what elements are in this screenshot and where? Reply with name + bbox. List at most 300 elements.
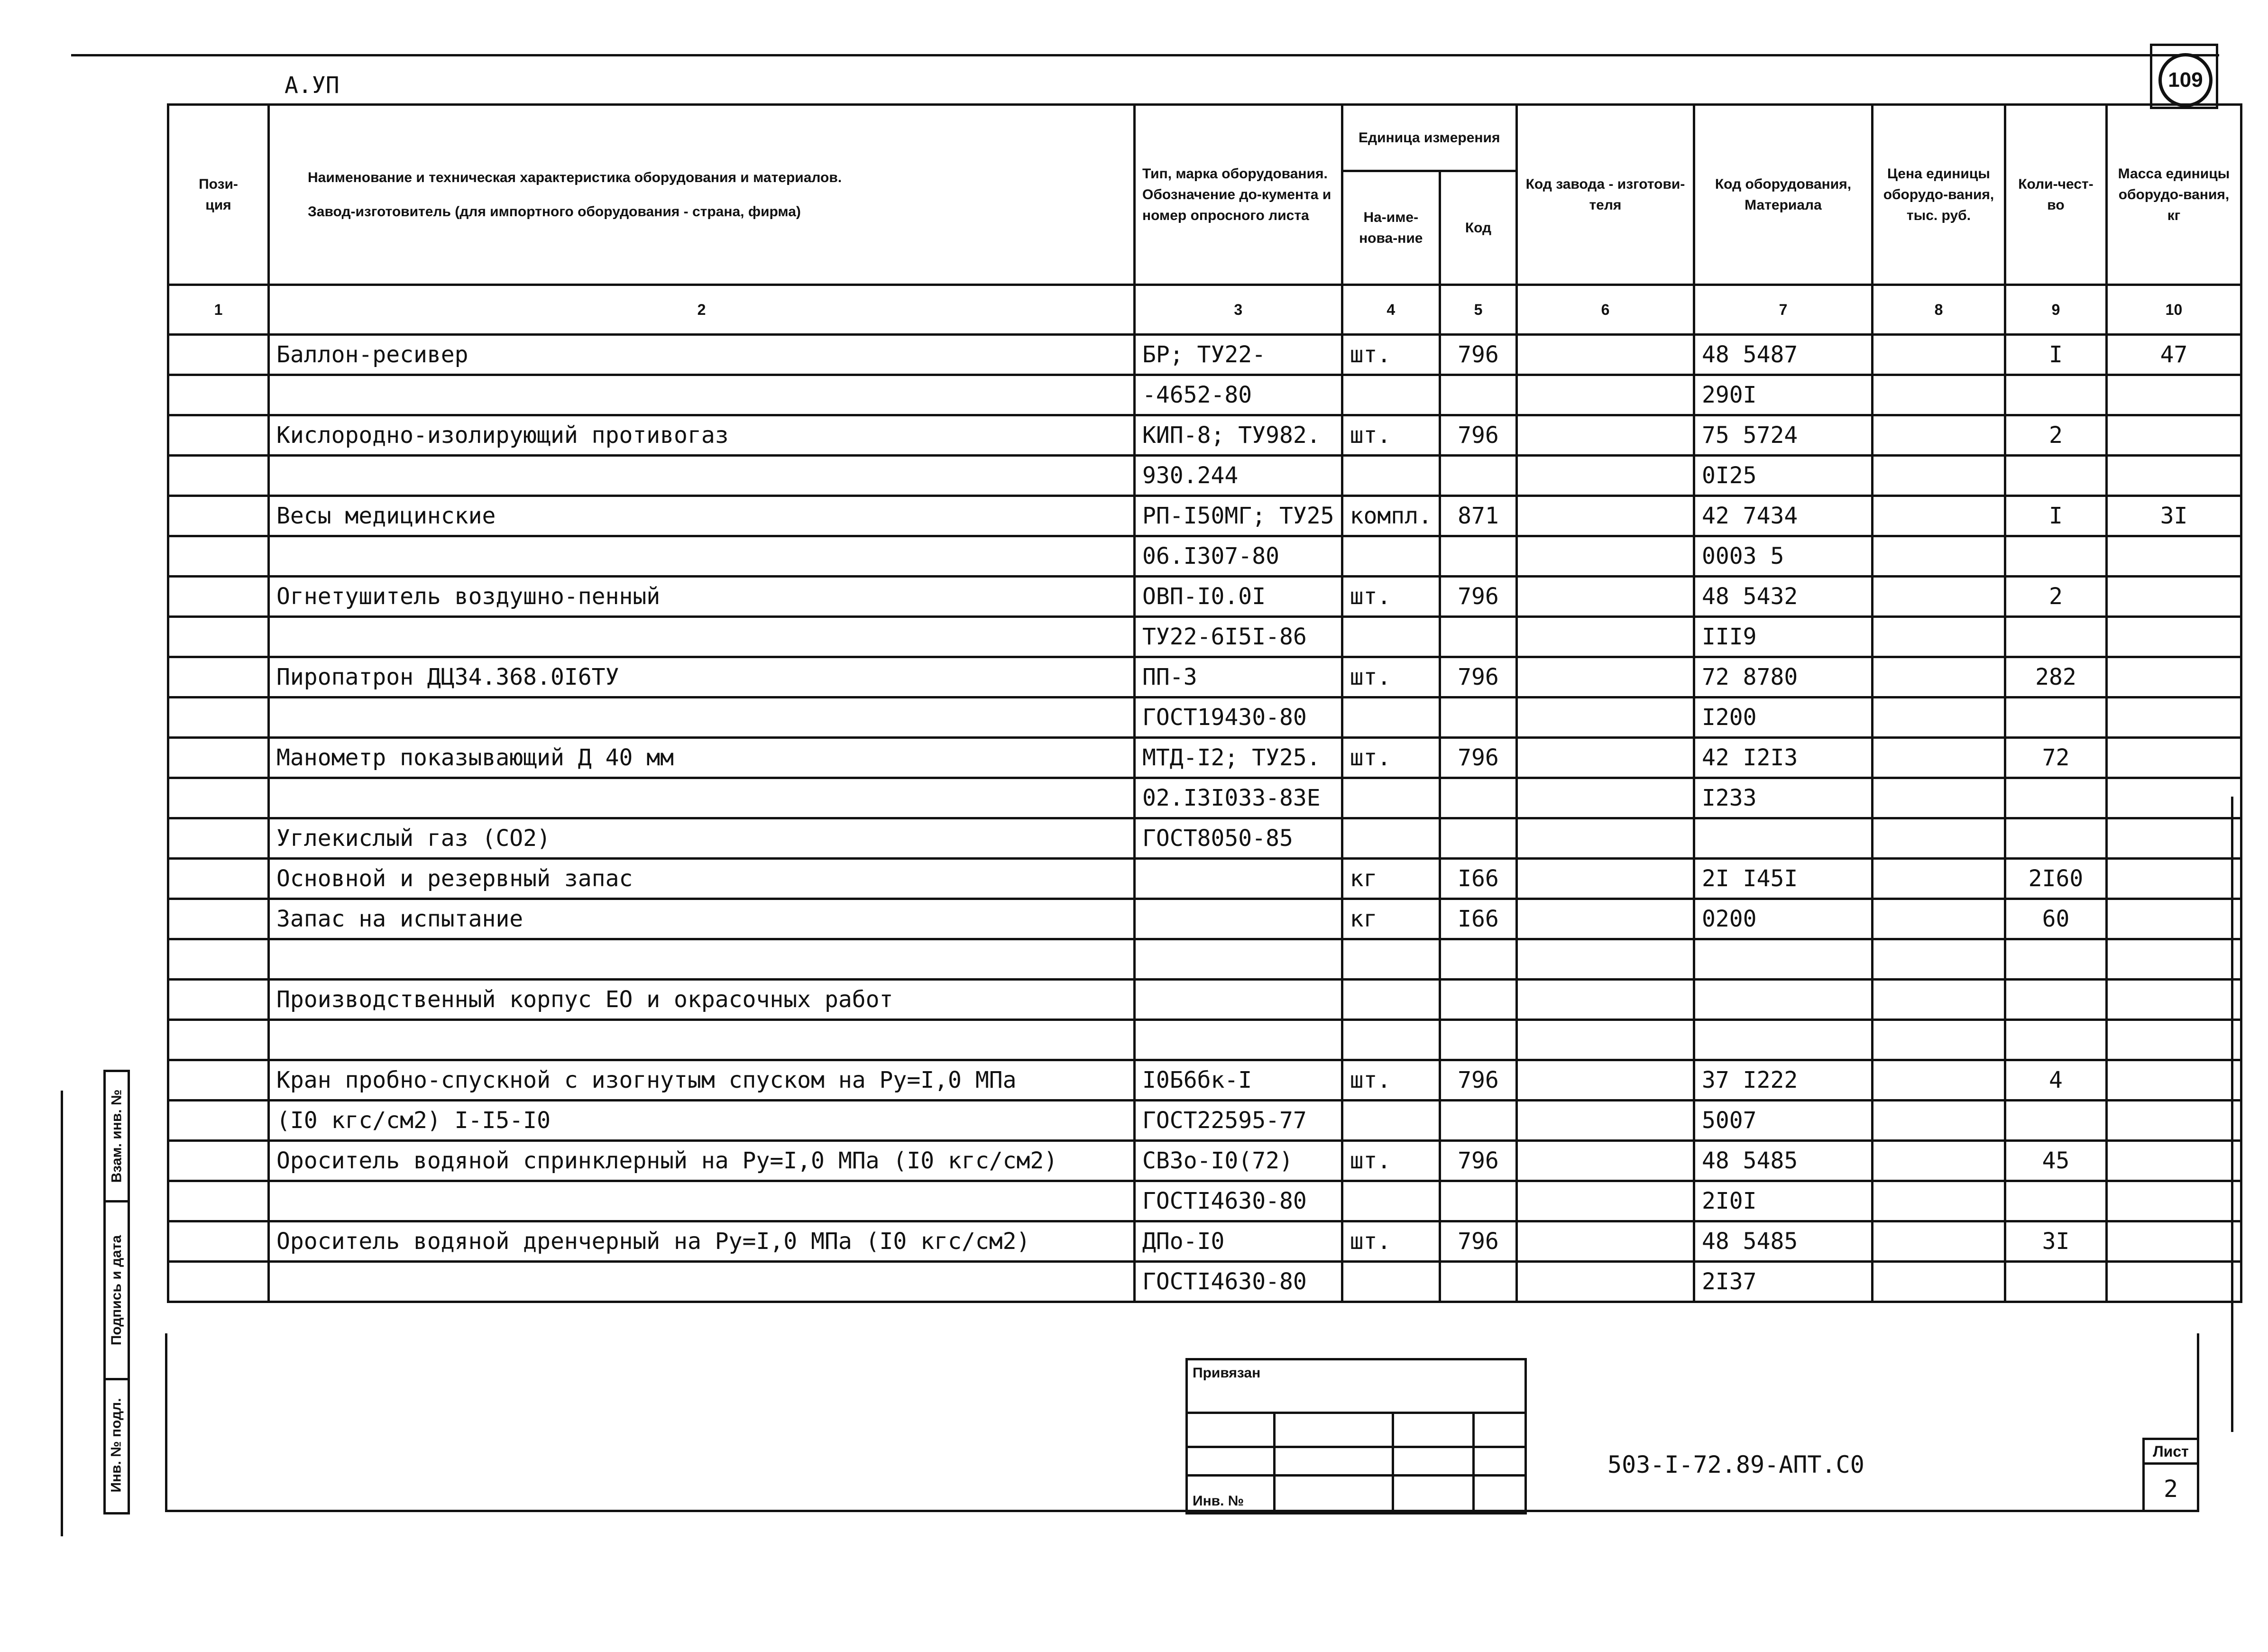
table-row: [168, 939, 2241, 980]
row-name: Огнетушитель воздушно-пенный: [269, 577, 1135, 617]
table-row: [168, 1181, 2241, 1221]
row-position: [168, 1020, 269, 1060]
stamp-box: [1185, 1358, 1527, 1514]
row-equipment-code: 75 5724: [1694, 415, 1872, 456]
row-type: [1135, 1020, 1342, 1060]
row-factory-code: [1516, 577, 1694, 617]
row-equipment-code: 2I37: [1694, 1262, 1872, 1302]
row-price: [1872, 698, 2005, 738]
row-price: [1872, 496, 2005, 536]
side-podpis-label: Подпись и дата: [109, 1235, 125, 1346]
row-position: [168, 496, 269, 536]
row-factory-code: [1516, 899, 1694, 939]
row-factory-code: [1516, 738, 1694, 778]
row-unit-code: [1440, 778, 1516, 818]
row-type: [1135, 939, 1342, 980]
row-quantity: 2: [2005, 577, 2106, 617]
row-unit-code: 796: [1440, 577, 1516, 617]
table-row: [168, 657, 2241, 698]
row-position: [168, 859, 269, 899]
row-equipment-code: 0200: [1694, 899, 1872, 939]
row-position: [168, 1101, 269, 1141]
row-equipment-code: 42 7434: [1694, 496, 1872, 536]
row-price: [1872, 738, 2005, 778]
header-factory-code: Код завода - изготови-теля: [1516, 105, 1694, 285]
row-quantity: I: [2005, 335, 2106, 375]
row-unit-name: шт.: [1342, 657, 1440, 698]
row-mass: [2106, 657, 2241, 698]
row-type: РП-I50МГ; ТУ25: [1135, 496, 1342, 536]
row-type: 06.I307-80: [1135, 536, 1342, 577]
row-position: [168, 335, 269, 375]
header-position: Пози- ция: [168, 105, 269, 285]
row-factory-code: [1516, 1101, 1694, 1141]
row-name: [269, 1181, 1135, 1221]
row-mass: [2106, 1060, 2241, 1101]
row-equipment-code: 72 8780: [1694, 657, 1872, 698]
row-type: ПП-3: [1135, 657, 1342, 698]
row-unit-code: [1440, 375, 1516, 415]
row-position: [168, 375, 269, 415]
row-unit-name: шт.: [1342, 1060, 1440, 1101]
row-quantity: [2005, 698, 2106, 738]
row-price: [1872, 415, 2005, 456]
row-unit-name: шт.: [1342, 577, 1440, 617]
row-quantity: [2005, 536, 2106, 577]
row-quantity: 4: [2005, 1060, 2106, 1101]
row-type: ДПо-I0: [1135, 1221, 1342, 1262]
row-position: [168, 536, 269, 577]
row-price: [1872, 335, 2005, 375]
row-price: [1872, 1101, 2005, 1141]
row-mass: 47: [2106, 335, 2241, 375]
row-factory-code: [1516, 415, 1694, 456]
sheet-box: [2142, 1438, 2197, 1512]
row-type: 02.I3I033-83Е: [1135, 778, 1342, 818]
row-equipment-code: 2I I45I: [1694, 859, 1872, 899]
col-number: 3: [1135, 285, 1342, 335]
row-price: [1872, 1181, 2005, 1221]
row-position: [168, 1141, 269, 1181]
row-unit-code: 796: [1440, 1221, 1516, 1262]
row-factory-code: [1516, 335, 1694, 375]
row-equipment-code: [1694, 818, 1872, 859]
row-equipment-code: 48 5485: [1694, 1221, 1872, 1262]
row-position: [168, 1060, 269, 1101]
table-body: [168, 335, 2241, 1302]
row-factory-code: [1516, 1141, 1694, 1181]
sheet-number: 2: [2163, 1475, 2178, 1503]
row-unit-name: шт.: [1342, 1221, 1440, 1262]
row-quantity: [2005, 1101, 2106, 1141]
row-mass: [2106, 1181, 2241, 1221]
row-equipment-code: 0I25: [1694, 456, 1872, 496]
row-name: Весы медицинские: [269, 496, 1135, 536]
table-row: [168, 1141, 2241, 1181]
row-name: Ороситель водяной спринклерный на Ру=I,0 МПа (I0 кгс/см2): [269, 1141, 1135, 1181]
row-mass: [2106, 980, 2241, 1020]
row-type: [1135, 899, 1342, 939]
row-unit-name: [1342, 939, 1440, 980]
row-unit-name: шт.: [1342, 1141, 1440, 1181]
side-stamp-block: [103, 1070, 130, 1514]
table-row: [168, 778, 2241, 818]
row-name: Производственный корпус ЕО и окрасочных работ: [269, 980, 1135, 1020]
table-row: [168, 415, 2241, 456]
row-unit-code: 796: [1440, 415, 1516, 456]
col-number: 8: [1872, 285, 2005, 335]
row-quantity: 60: [2005, 899, 2106, 939]
row-quantity: [2005, 1020, 2106, 1060]
row-mass: [2106, 456, 2241, 496]
row-position: [168, 778, 269, 818]
row-mass: [2106, 1262, 2241, 1302]
row-equipment-code: [1694, 939, 1872, 980]
row-unit-name: кг: [1342, 899, 1440, 939]
row-unit-code: I66: [1440, 899, 1516, 939]
row-price: [1872, 939, 2005, 980]
row-unit-code: [1440, 617, 1516, 657]
row-quantity: [2005, 980, 2106, 1020]
row-quantity: I: [2005, 496, 2106, 536]
row-name: Баллон-ресивер: [269, 335, 1135, 375]
row-unit-code: [1440, 1020, 1516, 1060]
row-equipment-code: 290I: [1694, 375, 1872, 415]
row-equipment-code: III9: [1694, 617, 1872, 657]
row-quantity: [2005, 939, 2106, 980]
row-mass: [2106, 738, 2241, 778]
stamp-bound-label: Привязан: [1193, 1365, 1261, 1381]
row-name: [269, 536, 1135, 577]
row-unit-name: [1342, 698, 1440, 738]
row-factory-code: [1516, 496, 1694, 536]
row-factory-code: [1516, 1020, 1694, 1060]
row-equipment-code: 48 5485: [1694, 1141, 1872, 1181]
header-type: Тип, марка оборудования. Обозначение до-кумента и номер опросного листа: [1135, 105, 1342, 285]
row-factory-code: [1516, 1262, 1694, 1302]
row-equipment-code: 0003 5: [1694, 536, 1872, 577]
row-name: Кран пробно-спускной с изогнутым спуском на Ру=I,0 МПа: [269, 1060, 1135, 1101]
row-unit-code: [1440, 1101, 1516, 1141]
row-mass: [2106, 536, 2241, 577]
table-row: [168, 1221, 2241, 1262]
row-type: ТУ22-6I5I-86: [1135, 617, 1342, 657]
row-unit-code: 796: [1440, 335, 1516, 375]
row-factory-code: [1516, 375, 1694, 415]
stamp-line: [1273, 1412, 1276, 1512]
row-position: [168, 657, 269, 698]
row-name: Кислородно-изолирующий противогаз: [269, 415, 1135, 456]
col-number: 1: [168, 285, 269, 335]
row-mass: [2106, 1101, 2241, 1141]
table-row: [168, 617, 2241, 657]
specification-table: [167, 103, 2242, 1303]
row-name: [269, 698, 1135, 738]
row-type: МТД-I2; ТУ25.: [1135, 738, 1342, 778]
row-unit-name: [1342, 617, 1440, 657]
row-price: [1872, 1020, 2005, 1060]
row-type: ОВП-I0.0I: [1135, 577, 1342, 617]
header-unit-group: Единица измерения: [1342, 105, 1516, 171]
row-type: I0Б6бк-I: [1135, 1060, 1342, 1101]
row-position: [168, 1181, 269, 1221]
row-equipment-code: [1694, 1020, 1872, 1060]
row-price: [1872, 375, 2005, 415]
row-mass: [2106, 1020, 2241, 1060]
row-price: [1872, 657, 2005, 698]
row-position: [168, 698, 269, 738]
row-factory-code: [1516, 536, 1694, 577]
row-price: [1872, 818, 2005, 859]
side-invpodl-label: Инв. № подл.: [109, 1397, 124, 1493]
row-name: [269, 778, 1135, 818]
row-unit-code: [1440, 536, 1516, 577]
row-price: [1872, 617, 2005, 657]
row-position: [168, 939, 269, 980]
stamp-line: [1472, 1412, 1475, 1512]
row-factory-code: [1516, 818, 1694, 859]
row-position: [168, 1221, 269, 1262]
row-factory-code: [1516, 456, 1694, 496]
row-quantity: [2005, 1181, 2106, 1221]
table-row: [168, 335, 2241, 375]
row-unit-code: [1440, 980, 1516, 1020]
row-price: [1872, 778, 2005, 818]
page-circle-number: 109: [2158, 53, 2213, 107]
row-unit-name: [1342, 536, 1440, 577]
row-equipment-code: I233: [1694, 778, 1872, 818]
row-name: [269, 617, 1135, 657]
row-type: [1135, 859, 1342, 899]
row-mass: [2106, 939, 2241, 980]
row-unit-name: шт.: [1342, 738, 1440, 778]
side-vzam-cell: [106, 1072, 128, 1202]
table-row: [168, 536, 2241, 577]
header-price: Цена единицы оборудо-вания, тыс. руб.: [1872, 105, 2005, 285]
row-name: [269, 1020, 1135, 1060]
row-factory-code: [1516, 980, 1694, 1020]
row-price: [1872, 456, 2005, 496]
row-mass: [2106, 375, 2241, 415]
row-position: [168, 577, 269, 617]
row-factory-code: [1516, 617, 1694, 657]
row-quantity: [2005, 1262, 2106, 1302]
row-factory-code: [1516, 859, 1694, 899]
table-row: [168, 818, 2241, 859]
row-quantity: 45: [2005, 1141, 2106, 1181]
row-unit-name: [1342, 1101, 1440, 1141]
header-quantity: Коли-чест-во: [2005, 105, 2106, 285]
row-quantity: [2005, 617, 2106, 657]
row-price: [1872, 577, 2005, 617]
row-quantity: 2: [2005, 415, 2106, 456]
header-number-row: [168, 285, 2241, 335]
row-position: [168, 1262, 269, 1302]
header-name-line2: Завод-изготовитель (для импортного оборудования - страна, фирма): [308, 203, 801, 220]
col-number: 7: [1694, 285, 1872, 335]
row-equipment-code: 48 5487: [1694, 335, 1872, 375]
row-unit-code: [1440, 818, 1516, 859]
row-factory-code: [1516, 1060, 1694, 1101]
row-equipment-code: [1694, 980, 1872, 1020]
row-position: [168, 738, 269, 778]
row-type: ГОСТ22595-77: [1135, 1101, 1342, 1141]
row-price: [1872, 899, 2005, 939]
row-unit-name: [1342, 980, 1440, 1020]
row-quantity: 2I60: [2005, 859, 2106, 899]
row-price: [1872, 1221, 2005, 1262]
row-factory-code: [1516, 698, 1694, 738]
row-type: [1135, 980, 1342, 1020]
row-mass: [2106, 577, 2241, 617]
row-position: [168, 980, 269, 1020]
row-type: ГОСТI4630-80: [1135, 1262, 1342, 1302]
row-type: 930.244: [1135, 456, 1342, 496]
row-unit-code: 796: [1440, 1060, 1516, 1101]
table-row: [168, 456, 2241, 496]
row-price: [1872, 859, 2005, 899]
row-equipment-code: 42 I2I3: [1694, 738, 1872, 778]
row-name: [269, 456, 1135, 496]
row-quantity: [2005, 375, 2106, 415]
row-name: Манометр показывающий Д 40 мм: [269, 738, 1135, 778]
header-unit-code: Код: [1440, 171, 1516, 285]
row-name: [269, 375, 1135, 415]
row-position: [168, 617, 269, 657]
header-unit-name: На-име-нова-ние: [1342, 171, 1440, 285]
row-equipment-code: I200: [1694, 698, 1872, 738]
row-unit-code: 871: [1440, 496, 1516, 536]
header-mass: Масса единицы оборудо-вания, кг: [2106, 105, 2241, 285]
row-unit-name: [1342, 1262, 1440, 1302]
row-type: КИП-8; ТУ982.: [1135, 415, 1342, 456]
row-factory-code: [1516, 778, 1694, 818]
row-name: Основной и резервный запас: [269, 859, 1135, 899]
row-mass: [2106, 1221, 2241, 1262]
col-number: 2: [269, 285, 1135, 335]
row-factory-code: [1516, 939, 1694, 980]
table-row: [168, 859, 2241, 899]
row-position: [168, 818, 269, 859]
row-unit-code: [1440, 1181, 1516, 1221]
col-number: 10: [2106, 285, 2241, 335]
row-name: Углекислый газ (СО2): [269, 818, 1135, 859]
row-mass: [2106, 818, 2241, 859]
row-equipment-code: 5007: [1694, 1101, 1872, 1141]
row-name: (I0 кгс/см2) I-I5-I0: [269, 1101, 1135, 1141]
row-unit-name: [1342, 1020, 1440, 1060]
table-row: [168, 1060, 2241, 1101]
row-quantity: [2005, 818, 2106, 859]
table-row: [168, 1262, 2241, 1302]
stamp-inv-label: Инв. №: [1193, 1493, 1244, 1509]
row-quantity: [2005, 778, 2106, 818]
header-name-line1: Наименование и техническая характеристика оборудования и материалов.: [308, 169, 842, 185]
row-mass: [2106, 415, 2241, 456]
row-mass: [2106, 698, 2241, 738]
row-equipment-code: 2I0I: [1694, 1181, 1872, 1221]
row-position: [168, 899, 269, 939]
row-unit-name: [1342, 456, 1440, 496]
row-type: БР; ТУ22-: [1135, 335, 1342, 375]
row-unit-name: шт.: [1342, 335, 1440, 375]
col-number: 4: [1342, 285, 1440, 335]
row-mass: [2106, 778, 2241, 818]
row-unit-code: [1440, 698, 1516, 738]
row-name: [269, 1262, 1135, 1302]
row-price: [1872, 1141, 2005, 1181]
row-quantity: 282: [2005, 657, 2106, 698]
row-price: [1872, 1060, 2005, 1101]
row-unit-name: [1342, 1181, 1440, 1221]
row-type: -4652-80: [1135, 375, 1342, 415]
row-unit-code: 796: [1440, 738, 1516, 778]
row-unit-name: [1342, 778, 1440, 818]
row-mass: 3I: [2106, 496, 2241, 536]
side-vzam-label: Взам. инв. №: [109, 1089, 125, 1183]
row-type: ГОСТ8050-85: [1135, 818, 1342, 859]
row-mass: [2106, 617, 2241, 657]
bottom-frame: [165, 1333, 2199, 1512]
left-margin-line: [61, 1091, 63, 1536]
table-row: [168, 1020, 2241, 1060]
row-factory-code: [1516, 1181, 1694, 1221]
row-type: ГОСТI4630-80: [1135, 1181, 1342, 1221]
table-row: [168, 1101, 2241, 1141]
row-unit-code: [1440, 456, 1516, 496]
row-equipment-code: 48 5432: [1694, 577, 1872, 617]
row-mass: [2106, 1141, 2241, 1181]
row-unit-name: [1342, 818, 1440, 859]
row-name: Пиропатрон ДЦЗ4.368.0I6ТУ: [269, 657, 1135, 698]
row-quantity: [2005, 456, 2106, 496]
table-row: [168, 980, 2241, 1020]
row-type: ГОСТ19430-80: [1135, 698, 1342, 738]
document-number: 503-I-72.89-АПТ.С0: [1607, 1451, 1864, 1478]
row-unit-code: [1440, 1262, 1516, 1302]
row-unit-code: [1440, 939, 1516, 980]
row-unit-code: 796: [1440, 1141, 1516, 1181]
row-unit-name: кг: [1342, 859, 1440, 899]
row-price: [1872, 536, 2005, 577]
row-factory-code: [1516, 657, 1694, 698]
table-row: [168, 577, 2241, 617]
row-quantity: 3I: [2005, 1221, 2106, 1262]
row-quantity: 72: [2005, 738, 2106, 778]
sheet-mark: А.УП: [285, 72, 340, 99]
row-equipment-code: 37 I222: [1694, 1060, 1872, 1101]
row-position: [168, 415, 269, 456]
row-unit-name: шт.: [1342, 415, 1440, 456]
sheet-label: Лист: [2145, 1443, 2197, 1465]
row-name: Ороситель водяной дренчерный на Ру=I,0 МПа (I0 кгс/см2): [269, 1221, 1135, 1262]
col-number: 9: [2005, 285, 2106, 335]
row-mass: [2106, 859, 2241, 899]
row-unit-code: 796: [1440, 657, 1516, 698]
row-mass: [2106, 899, 2241, 939]
table-row: [168, 496, 2241, 536]
side-invpodl-cell: [106, 1380, 128, 1510]
col-number: 6: [1516, 285, 1694, 335]
row-name: Запас на испытание: [269, 899, 1135, 939]
stamp-line: [1392, 1412, 1394, 1512]
row-type: СВ3о-I0(72): [1135, 1141, 1342, 1181]
top-border-line: [71, 54, 2219, 56]
row-unit-name: компл.: [1342, 496, 1440, 536]
row-price: [1872, 1262, 2005, 1302]
header-equipment-code: Код оборудования, Материала: [1694, 105, 1872, 285]
row-unit-name: [1342, 375, 1440, 415]
